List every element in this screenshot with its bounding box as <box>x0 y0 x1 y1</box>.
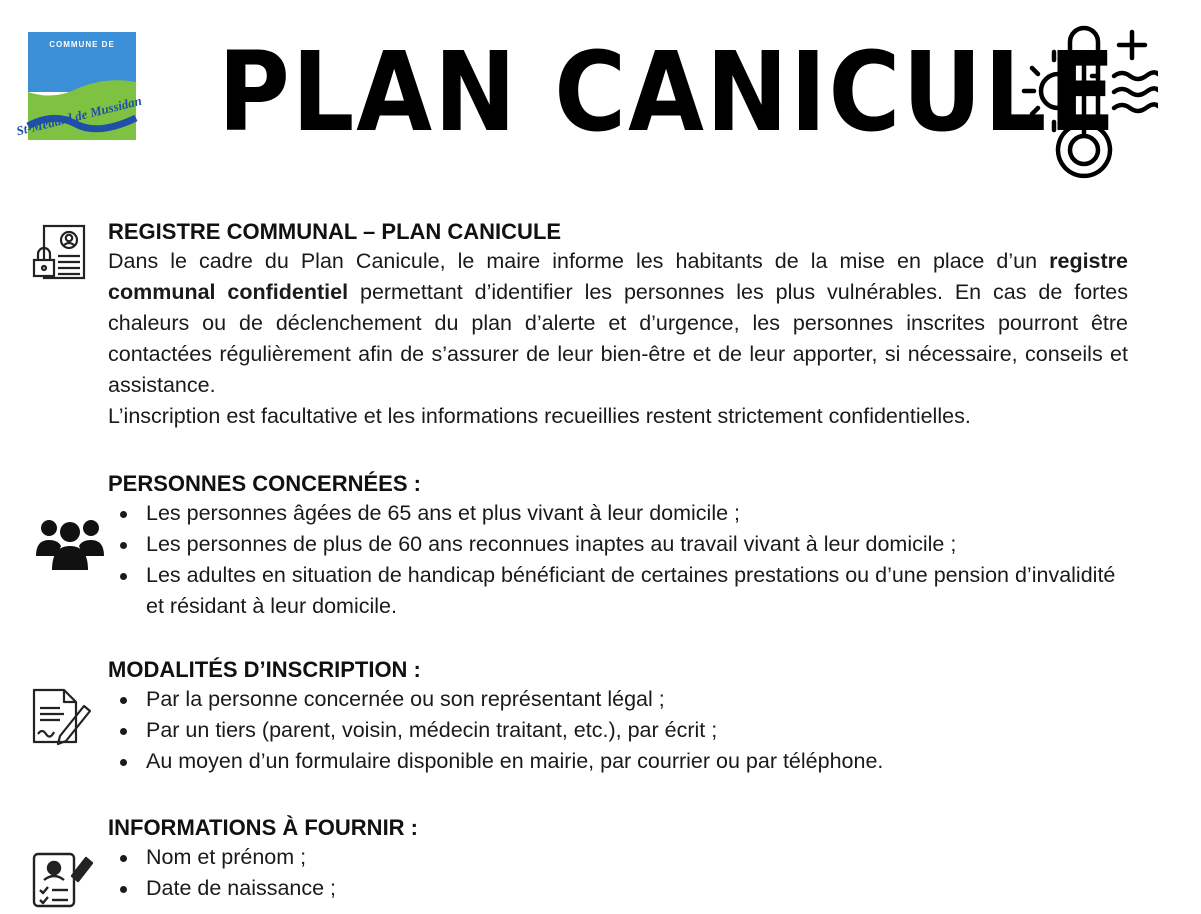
list-item: Au moyen d’un formulaire disponible en mairie, par courrier ou par téléphone. <box>108 746 1128 777</box>
thermometer-heat-icon <box>1018 24 1158 184</box>
section-registre <box>108 218 1128 432</box>
registre-text-part1: Dans le cadre du Plan Canicule, le maire informe les habitants de la mise en place d’un <box>108 249 1050 273</box>
registre-paragraph <box>108 246 1128 401</box>
list-item: Les adultes en situation de handicap bénéficiant de certaines prestations ou d’une pension d’invalidité et résidant à leur domicile. <box>108 560 1128 622</box>
registre-text-part2: permettant d’identifier les personnes les plus vulnérables. En cas de fortes chaleurs ou de déclenchement du plan d’alerte et d’urgence, les personnes inscrites pourront être contactées régulièrement afin de s’assurer de leur bien-être et de leur apporter, si nécessaire, conseils et assistance. <box>108 280 1128 397</box>
informations-list <box>108 842 1128 904</box>
registre-text-bold: registre communal confidentiel <box>108 249 1128 304</box>
section-modalites <box>108 656 1128 777</box>
list-item: Les personnes de plus de 60 ans reconnues inaptes au travail vivant à leur domicile ; <box>108 529 1128 560</box>
personnes-heading: PERSONNES CONCERNÉES : <box>108 471 421 496</box>
list-item: Date de naissance ; <box>108 873 1128 904</box>
section-personnes <box>108 470 1128 622</box>
logo-commune-name: St-Médard de Mussidan <box>14 92 144 139</box>
modalites-list <box>108 684 1128 777</box>
section-informations <box>108 814 1128 904</box>
list-item: Nom et prénom ; <box>108 842 1128 873</box>
commune-logo <box>14 30 144 148</box>
personnes-list <box>108 498 1128 622</box>
profile-checklist-icon <box>30 850 94 910</box>
signed-document-icon <box>30 686 94 746</box>
list-item: Par la personne concernée ou son représentant légal ; <box>108 684 1128 715</box>
list-item: Les personnes âgées de 65 ans et plus vivant à leur domicile ; <box>108 498 1128 529</box>
informations-heading: INFORMATIONS À FOURNIR : <box>108 815 419 840</box>
list-item: Par un tiers (parent, voisin, médecin traitant, etc.), par écrit ; <box>108 715 1128 746</box>
registre-confidentiality-note: L’inscription est facultative et les informations recueillies restent strictement confidentielles. <box>108 404 971 428</box>
page-title: PLAN CANICULE <box>218 29 1118 157</box>
logo-top-text: COMMUNE DE <box>49 40 115 49</box>
confidential-register-icon <box>28 222 88 282</box>
registre-heading: REGISTRE COMMUNAL – PLAN CANICULE <box>108 219 562 244</box>
modalites-heading: MODALITÉS D’INSCRIPTION : <box>108 657 421 682</box>
people-group-icon <box>34 512 106 574</box>
